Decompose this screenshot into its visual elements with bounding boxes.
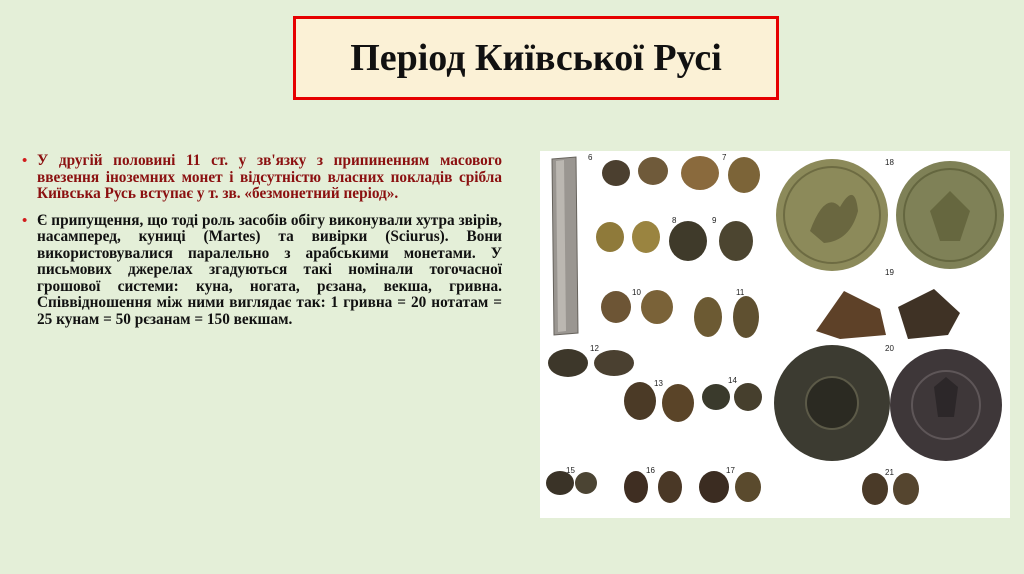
figure-label: 20 xyxy=(885,344,894,353)
figure-label: 17 xyxy=(726,466,735,475)
coins-row-5 xyxy=(624,382,762,422)
coins-row-3 xyxy=(601,290,759,338)
bullet-text-1: У другій половині 11 ст. у зв'язку з припиненням масового ввезення іноземних монет і відсутністю власних покладів срібла Київська Русь вступає у т. зв. «безмонетний період». xyxy=(37,152,502,202)
figure-label: 15 xyxy=(566,466,575,475)
coin-illustration xyxy=(540,151,1010,518)
bullet-marker: • xyxy=(22,153,28,169)
figure-label: 13 xyxy=(654,379,663,388)
bullet-marker: • xyxy=(22,212,28,229)
large-coin-dark-2 xyxy=(890,349,1002,461)
bullet-item-1 xyxy=(22,153,502,203)
figure-label: 18 xyxy=(885,158,894,167)
title-box xyxy=(293,16,779,100)
figure-label: 12 xyxy=(590,344,599,353)
coin-fragments xyxy=(816,289,960,339)
figure-label: 6 xyxy=(588,153,593,162)
coins-row-4 xyxy=(548,349,634,377)
coins-row-6 xyxy=(546,471,919,505)
coins-row-2 xyxy=(596,221,753,261)
large-coin-horseman xyxy=(776,159,888,271)
slide-title: Період Київської Русі xyxy=(350,37,722,79)
silver-ingot xyxy=(552,157,578,335)
figure-label: 7 xyxy=(722,153,727,162)
figure-label: 11 xyxy=(736,288,745,297)
bullet-text-2: Є припущення, що тоді роль засобів обігу виконували хутра звірів, насамперед, куниці (Martes) та вивірки (Sciurus). Вони використовувалися паралельно з арабськими монетами. У письмових джерелах згадуються такі номінали тогочасної грошової системи: куна, ногата, рєзана, векша, гривна. Співвідношення між ними виглядає так: 1 гривна = 20 нотатам = 25 кунам = 50 рєзанам = 150 векшам. xyxy=(37,211,502,328)
large-coin-dark-1 xyxy=(774,345,890,461)
figure-label: 10 xyxy=(632,288,641,297)
bullet-item-2 xyxy=(22,213,502,329)
figure-label: 14 xyxy=(728,376,737,385)
bullet-list xyxy=(22,153,502,338)
figure-label: 19 xyxy=(885,268,894,277)
figure-label: 8 xyxy=(672,216,677,225)
large-coin-eagle xyxy=(896,161,1004,269)
figure-label: 9 xyxy=(712,216,717,225)
coins-row-1 xyxy=(602,156,760,193)
coin-photo-panel xyxy=(540,151,1010,518)
figure-label: 16 xyxy=(646,466,655,475)
figure-label: 21 xyxy=(885,468,894,477)
